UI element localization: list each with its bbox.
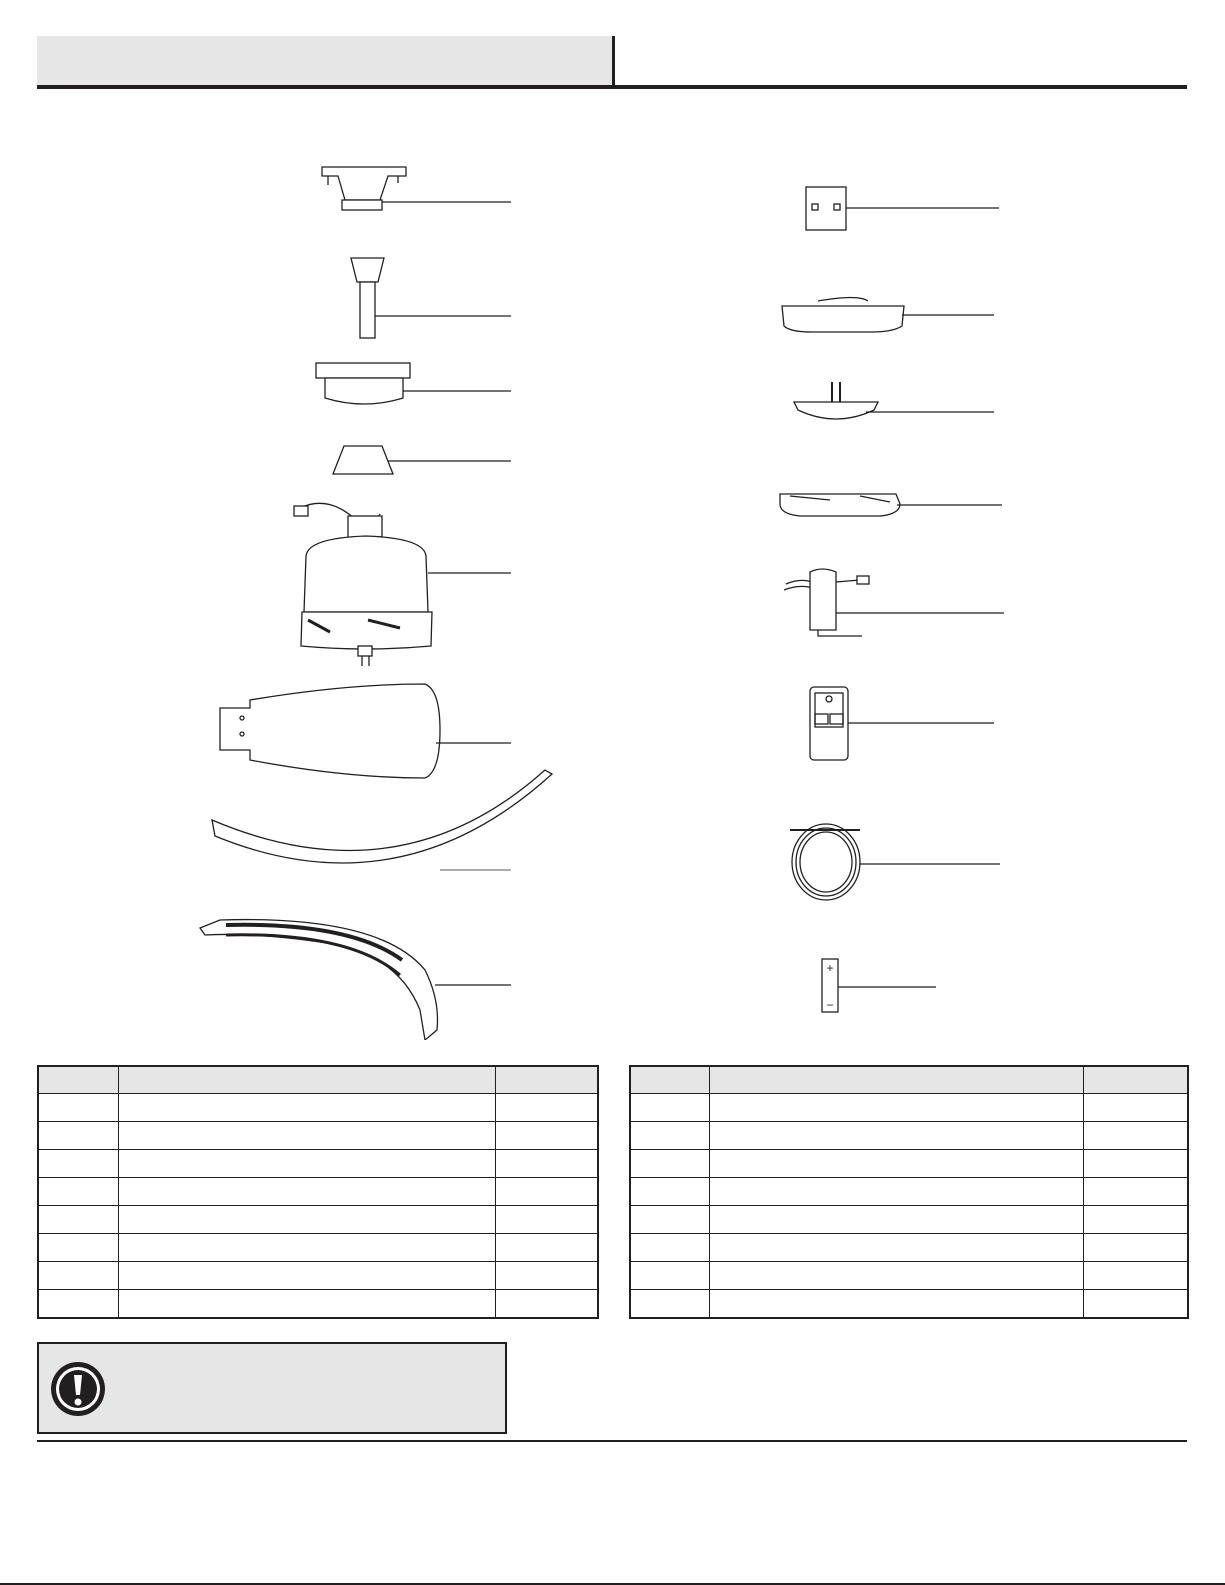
part-cell — [38, 1206, 118, 1234]
part-cell — [630, 1206, 709, 1234]
quantity-cell — [495, 1234, 598, 1262]
parts-table-right — [629, 1065, 1189, 1319]
coupling-cover-illustration — [333, 446, 511, 474]
quantity-cell — [495, 1094, 598, 1122]
header-description — [709, 1066, 1083, 1094]
hanger-bracket-illustration — [322, 167, 511, 210]
remote-control-illustration — [810, 687, 994, 760]
mounting-plate-illustration — [806, 187, 999, 230]
description-cell — [118, 1290, 495, 1319]
receiver-illustration — [784, 569, 1004, 636]
quantity-cell — [495, 1150, 598, 1178]
part-cell — [38, 1150, 118, 1178]
header-quantity — [495, 1066, 598, 1094]
description-cell — [118, 1150, 495, 1178]
downrod-illustration — [351, 258, 511, 338]
description-cell — [118, 1262, 495, 1290]
quantity-cell — [495, 1178, 598, 1206]
part-cell — [630, 1262, 709, 1290]
table-row — [38, 1290, 598, 1319]
part-cell — [630, 1178, 709, 1206]
parts-table-left — [37, 1065, 599, 1319]
part-cell — [630, 1234, 709, 1262]
description-cell — [709, 1206, 1083, 1234]
parts-illustrations — [0, 150, 1225, 1040]
table-header-row — [630, 1066, 1188, 1094]
quantity-cell — [1083, 1122, 1188, 1150]
battery-plus: + — [826, 961, 834, 975]
part-cell — [630, 1150, 709, 1178]
table-row — [630, 1234, 1188, 1262]
notice-box — [37, 1342, 507, 1434]
header-quantity — [1083, 1066, 1188, 1094]
header-part — [38, 1066, 118, 1094]
light-cover-illustration — [780, 494, 1002, 516]
battery-minus: − — [826, 998, 834, 1012]
part-cell — [630, 1122, 709, 1150]
table-row — [630, 1206, 1188, 1234]
table-row — [630, 1290, 1188, 1319]
header-rule — [37, 85, 1187, 89]
part-cell — [630, 1290, 709, 1319]
part-cell — [38, 1178, 118, 1206]
description-cell — [709, 1178, 1083, 1206]
part-cell — [38, 1262, 118, 1290]
footer-rule — [37, 1440, 1187, 1442]
table-row — [630, 1094, 1188, 1122]
motor-assembly-illustration — [294, 503, 511, 666]
wire-harness-illustration — [790, 824, 1000, 900]
description-cell — [118, 1094, 495, 1122]
description-cell — [118, 1206, 495, 1234]
page-header — [37, 36, 1187, 88]
description-cell — [709, 1150, 1083, 1178]
table-row — [38, 1234, 598, 1262]
table-row — [38, 1206, 598, 1234]
description-cell — [118, 1122, 495, 1150]
quantity-cell — [1083, 1262, 1188, 1290]
description-cell — [118, 1178, 495, 1206]
part-cell — [38, 1290, 118, 1319]
table-row — [630, 1122, 1188, 1150]
table-row — [38, 1122, 598, 1150]
quantity-cell — [1083, 1150, 1188, 1178]
exclamation-icon — [49, 1360, 107, 1418]
led-light-module-illustration — [794, 382, 994, 419]
description-cell — [709, 1094, 1083, 1122]
header-title-panel — [37, 36, 615, 85]
table-row — [38, 1150, 598, 1178]
quantity-cell — [1083, 1094, 1188, 1122]
part-cell — [38, 1122, 118, 1150]
fan-blade-illustration — [220, 684, 511, 778]
quantity-cell — [1083, 1290, 1188, 1319]
header-part — [630, 1066, 709, 1094]
part-cell — [38, 1094, 118, 1122]
table-row — [630, 1178, 1188, 1206]
quantity-cell — [495, 1206, 598, 1234]
canopy-illustration — [316, 363, 511, 404]
quantity-cell — [1083, 1234, 1188, 1262]
table-row — [38, 1178, 598, 1206]
table-header-row — [38, 1066, 598, 1094]
table-row — [630, 1262, 1188, 1290]
header-description — [118, 1066, 495, 1094]
description-cell — [118, 1234, 495, 1262]
part-cell — [630, 1094, 709, 1122]
table-row — [38, 1094, 598, 1122]
quantity-cell — [495, 1262, 598, 1290]
quantity-cell — [495, 1290, 598, 1319]
quantity-cell — [495, 1122, 598, 1150]
quantity-cell — [1083, 1206, 1188, 1234]
light-kit-housing-illustration — [782, 298, 994, 333]
table-row — [38, 1262, 598, 1290]
description-cell — [709, 1234, 1083, 1262]
description-cell — [709, 1290, 1083, 1319]
battery-illustration — [822, 959, 936, 1012]
blade-trim-illustration — [212, 770, 552, 870]
description-cell — [709, 1122, 1083, 1150]
blade-arm-illustration — [200, 920, 511, 1040]
part-cell — [38, 1234, 118, 1262]
description-cell — [709, 1262, 1083, 1290]
table-row — [630, 1150, 1188, 1178]
quantity-cell — [1083, 1178, 1188, 1206]
